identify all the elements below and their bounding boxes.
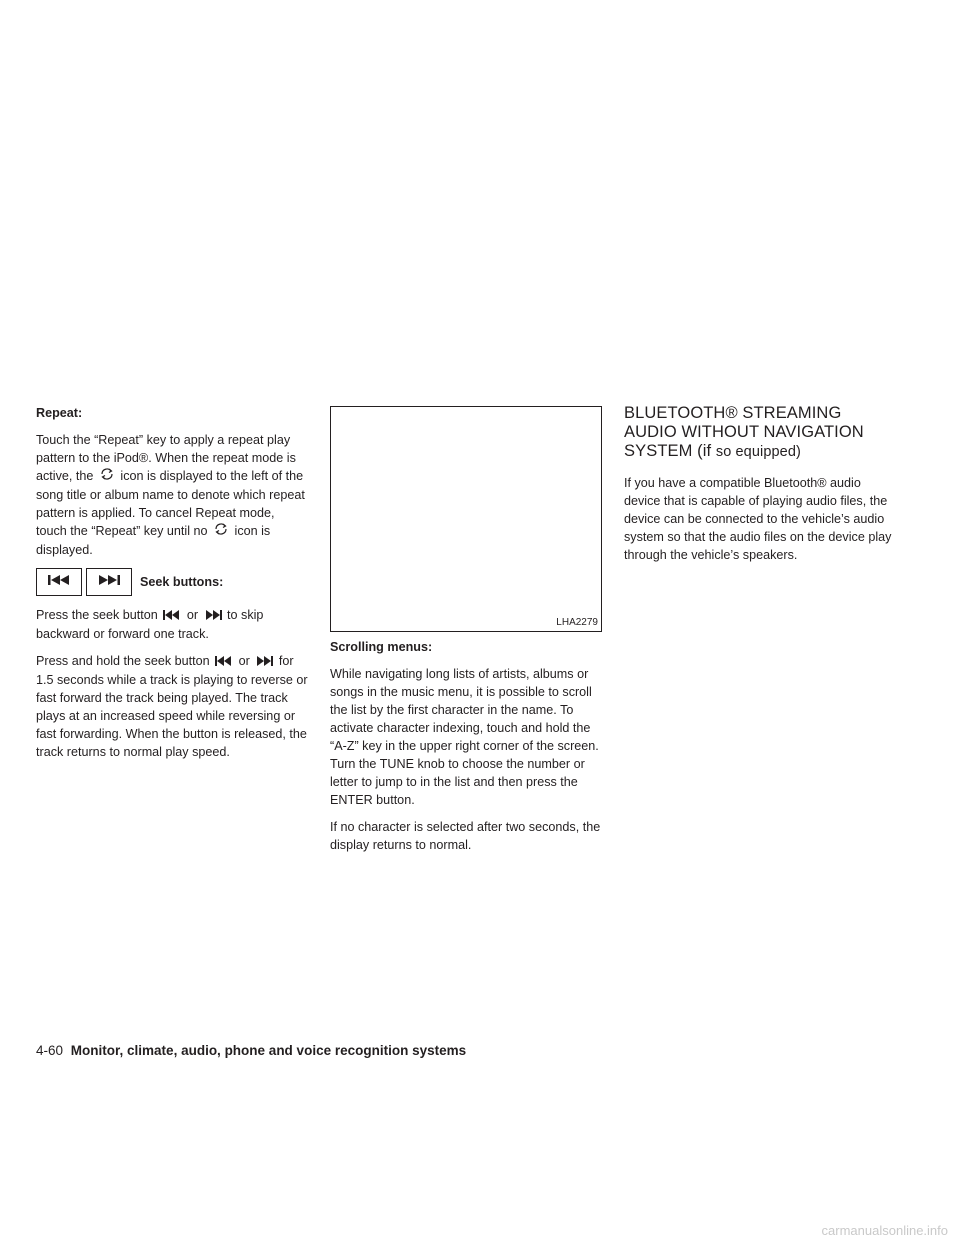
repeat-heading: Repeat: [36,406,83,420]
skip-back-icon [163,607,181,625]
repeat-icon [213,522,229,541]
seek-buttons-row [36,568,308,596]
skip-forward-icon [255,653,273,671]
figure-frame [330,406,602,632]
scrolling-paragraph-1: While navigating long lists of artists, albums or songs in the music menu, it is possible to scroll the list by the first character in the name. To activate character indexing, touch and hold the “A-Z” key in the upper right corner of the screen. Turn the TUNE knob to choose the number or letter to jump to in the list and then press the ENTER button. [330,667,599,807]
skip-forward-icon [204,607,222,625]
seek-or: or [238,654,250,669]
repeat-paragraph [36,431,308,559]
repeat-icon [99,467,115,486]
figure-id: LHA2279 [556,617,598,628]
repeat-text-3: icon is displayed. [36,524,271,558]
section-title-small: so equipped) [715,444,801,460]
bluetooth-paragraph: If you have a compatible Bluetooth® audio device that is capable of playing audio files, the device can be connected to the vehicle’s audio system so that the audio files on the device play through the vehicle’s speakers. [624,476,892,562]
watermark: carmanualsonline.info [821,1223,948,1238]
section-title-main: BLUETOOTH® STREAMING AUDIO WITHOUT NAVIGATION SYSTEM (if [624,404,864,460]
skip-back-icon [46,573,72,591]
chapter-title: Monitor, climate, audio, phone and voice recognition systems [70,1043,467,1058]
column-right [624,404,896,573]
repeat-text-1: Touch the “Repeat” key to apply a repeat play pattern to the iPod®. When the repeat mode is active, the [36,433,296,483]
scrolling-heading: Scrolling menus: [330,640,433,654]
skip-forward-button [86,568,132,596]
seek-text: for 1.5 seconds while a track is playing to reverse or fast forward the track being played. The track plays at an increased speed while reversing or fast forwarding. When the button is released, the track returns to normal play speed. [36,654,308,759]
seek-text: Press the seek button [36,608,158,623]
repeat-text-2: icon is displayed to the left of the song title or album name to denote which repeat pattern is applied. To cancel Repeat mode, touch the “Repeat” key until no [36,469,305,539]
seek-text: Press and hold the seek button [36,654,210,669]
seek-paragraph-1 [36,606,308,643]
column-left [36,404,308,770]
skip-back-button [36,568,82,596]
skip-forward-icon [96,573,122,591]
seek-heading: Seek buttons: [140,575,224,590]
seek-paragraph-2 [36,652,308,761]
scrolling-paragraph-2: If no character is selected after two seconds, the display returns to normal. [330,820,601,852]
skip-back-icon [215,653,233,671]
seek-text: to skip backward or forward one track. [36,608,264,642]
page-footer [36,1042,466,1060]
page-number: 4-60 [36,1043,64,1058]
column-middle [330,406,602,863]
section-title [624,404,896,462]
seek-or: or [186,608,199,623]
